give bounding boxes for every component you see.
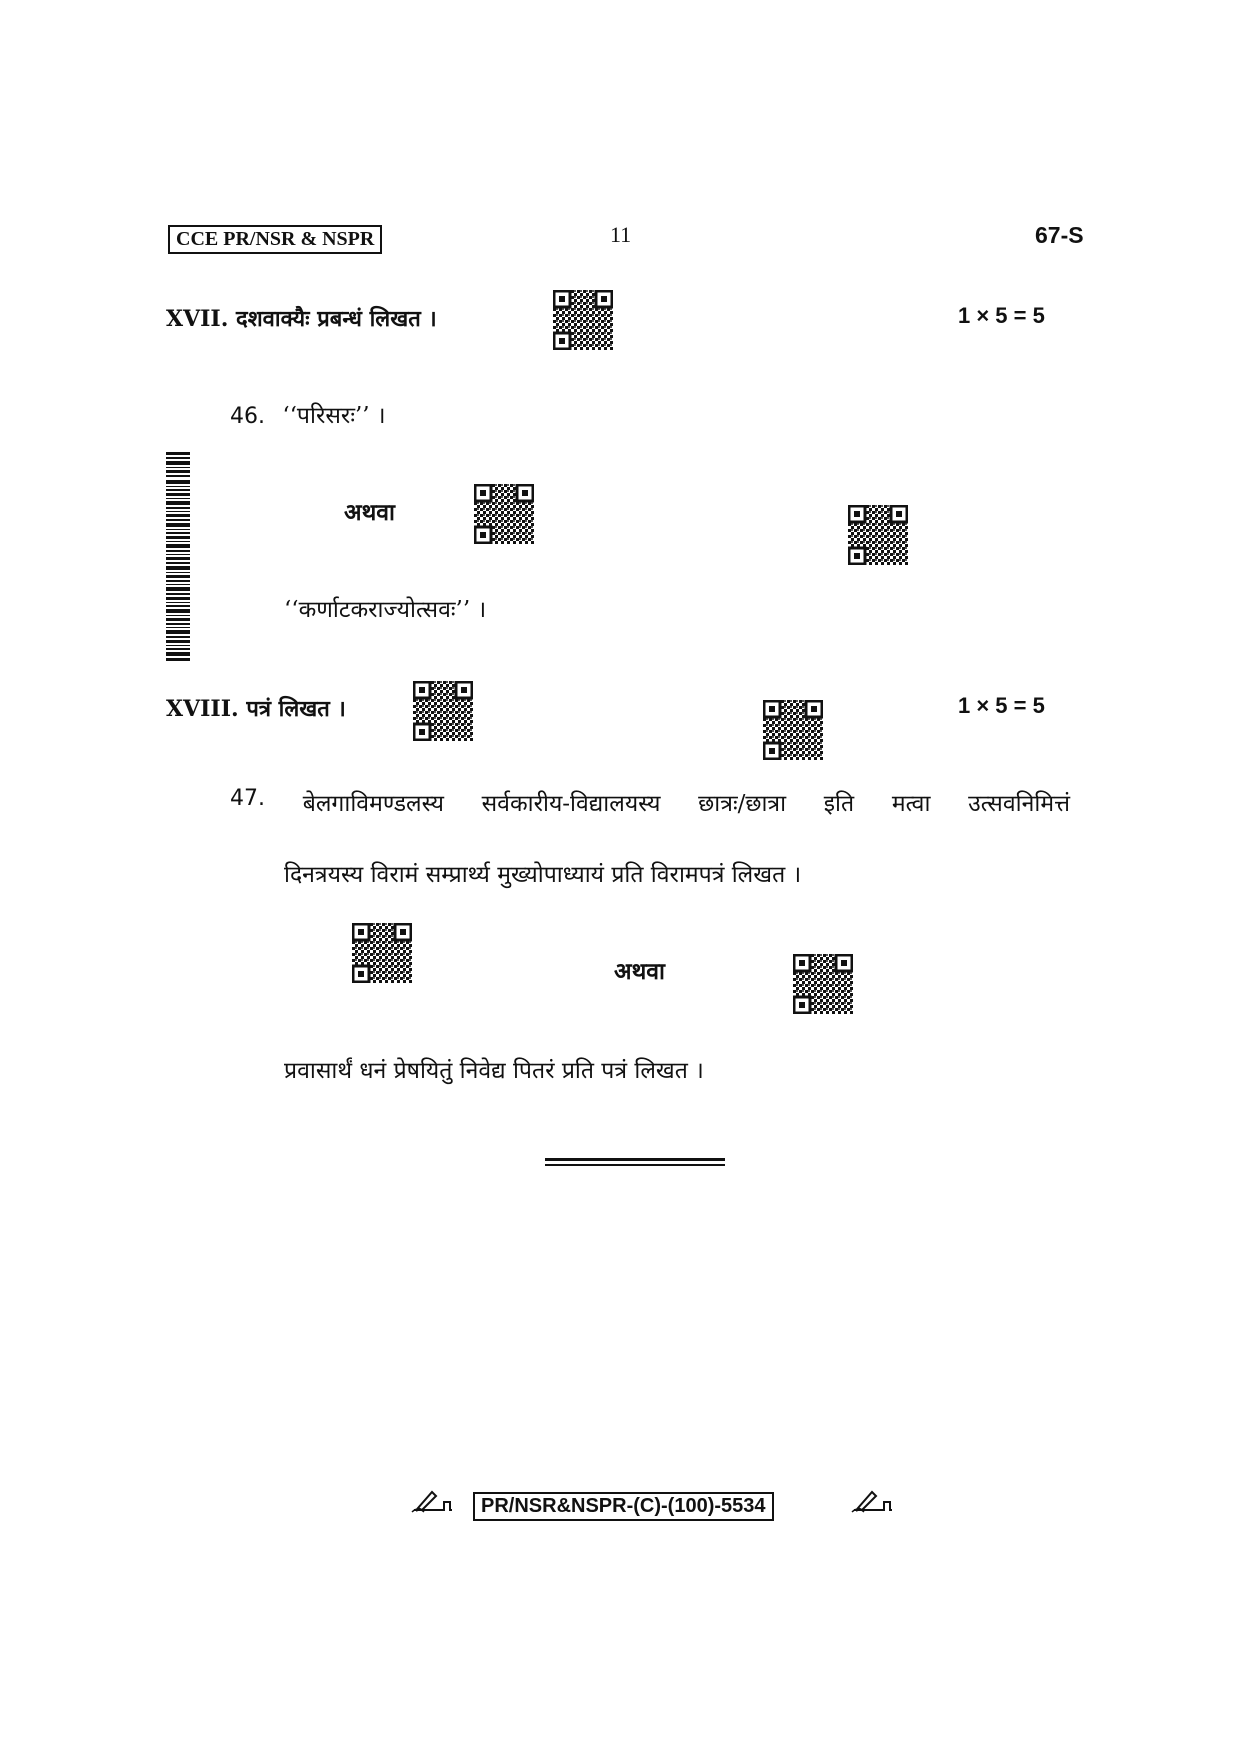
or-label-47: अथवा (614, 958, 666, 985)
question-47-word: सर्वकारीय-विद्यालयस्य (481, 791, 661, 817)
question-47-word: उत्सवनिमित्तं (968, 791, 1070, 817)
section-18-title: XVIII. पत्रं लिखत । (166, 696, 346, 722)
question-47-number: 47. (230, 786, 265, 811)
qr-code-icon (474, 484, 534, 544)
question-46 (230, 398, 386, 430)
writing-hand-icon (850, 1488, 894, 1514)
end-rule (545, 1164, 725, 1166)
section-18-marks: 1 × 5 = 5 (958, 693, 1045, 718)
section-17-title: XVII. दशवाक्यैः प्रबन्धं लिखत । (166, 306, 437, 332)
or-label-46: अथवा (344, 499, 396, 526)
question-47-word: छात्रः/छात्रा (698, 791, 787, 817)
section-17-marks: 1 × 5 = 5 (958, 303, 1045, 328)
question-46-alt-text: ‘‘कर्णाटकराज्योत्सवः’’ । (284, 597, 487, 623)
qr-code-icon (848, 505, 908, 565)
question-46-number: 46. (230, 404, 265, 429)
writing-hand-icon (410, 1488, 454, 1514)
question-47-word: बेलगाविमण्डलस्य (302, 791, 444, 817)
question-47-word: मत्वा (891, 791, 931, 817)
footer-code-box (473, 1492, 774, 1521)
header-code-box (168, 225, 382, 254)
qr-code-icon (352, 923, 412, 983)
qr-code-icon (763, 700, 823, 760)
qr-code-icon (413, 681, 473, 741)
footer-code: PR/NSR&NSPR-(C)-(100)-5534 (481, 1495, 766, 1517)
end-rule (545, 1158, 725, 1161)
question-46-text: ‘‘परिसरः’’ । (282, 403, 386, 429)
question-47-line-1 (230, 786, 1070, 818)
page-number: 11 (610, 222, 632, 247)
header-code: CCE PR/NSR & NSPR (176, 228, 375, 250)
qr-code-icon (793, 954, 853, 1014)
question-47-alt-text: प्रवासार्थं धनं प्रेषयितुं निवेद्य पितरं प्रति पत्रं लिखत । (284, 1058, 704, 1084)
question-47-line-2: दिनत्रयस्य विरामं सम्प्रार्थ्य मुख्योपाध्यायं प्रति विरामपत्रं लिखत । (284, 862, 802, 888)
barcode-icon (166, 452, 190, 662)
question-47-word: इति (823, 791, 855, 817)
qr-code-icon (553, 290, 613, 350)
paper-code: 67-S (1035, 222, 1084, 248)
